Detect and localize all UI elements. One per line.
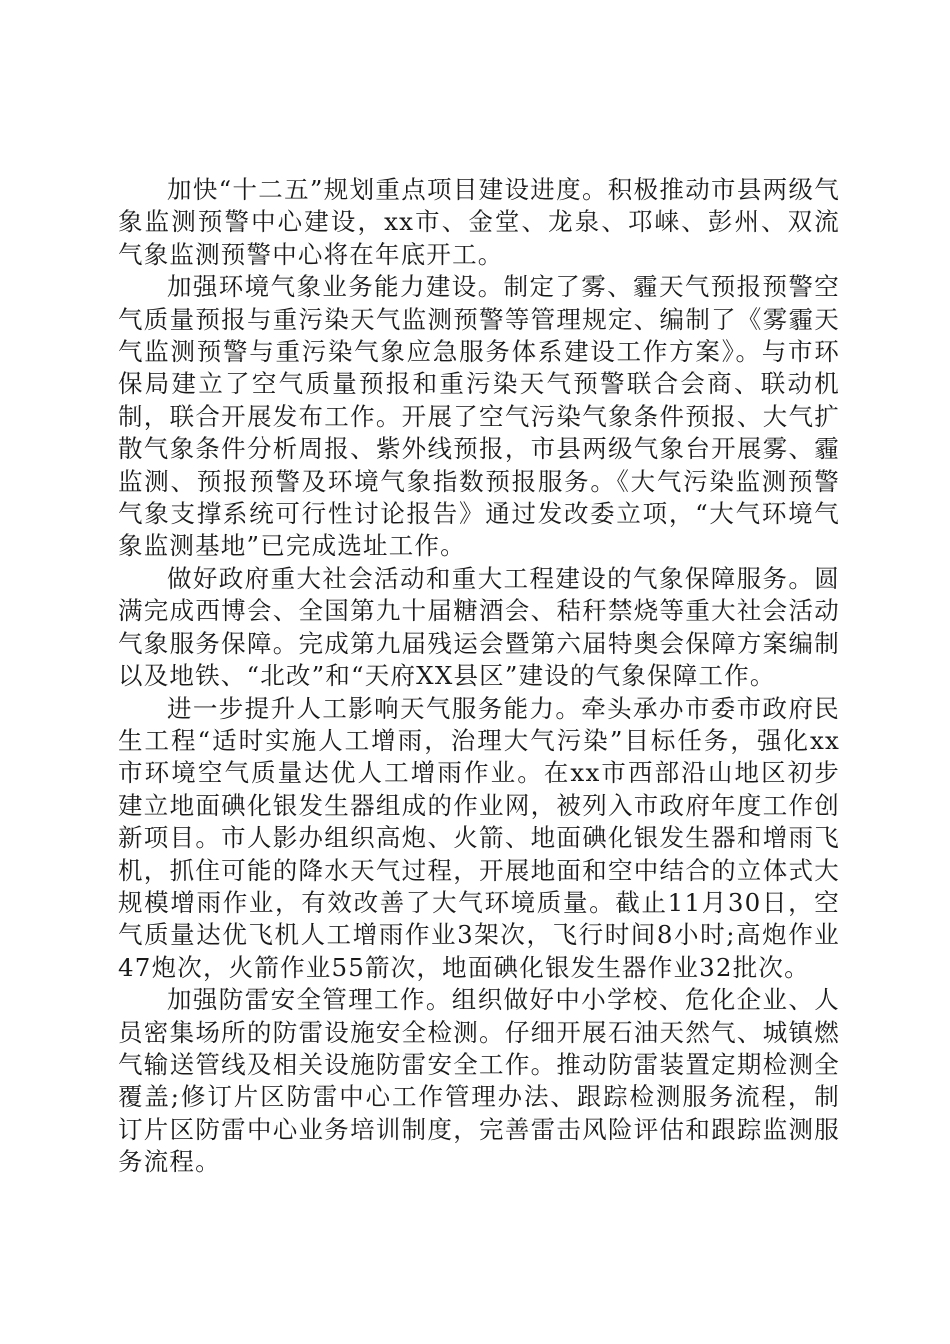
paragraph-weather-modification: 进一步提升人工影响天气服务能力。牵头承办市委市政府民生工程“适时实施人工增雨，治理大气污染”目标任务，强化xx市环境空气质量达优人工增雨作业。在xx市西部沿山地区初步建立地面碘化银发生器组成的作业网，被列入市政府年度工作创新项目。市人影办组织高炮、火箭、地面碘化银发生器和增雨飞机，抓住可能的降水天气过程，开展地面和空中结合的立体式大规模增雨作业，有效改善了大气环境质量。截止11月30日，空气质量达优飞机人工增雨作业3架次，飞行时间8小时;高炮作业47炮次，火箭作业55箭次，地面碘化银发生器作业32批次。 [118, 693, 840, 982]
paragraph-event-support: 做好政府重大社会活动和重大工程建设的气象保障服务。圆满完成西博会、全国第九十届糖酒会、秸秆禁烧等重大社会活动气象服务保障。完成第九届残运会暨第六届特奥会保障方案编制以及地铁、“北改”和“天府XX县区”建设的气象保障工作。 [118, 563, 840, 691]
paragraph-project-construction: 加快“十二五”规划重点项目建设进度。积极推动市县两级气象监测预警中心建设，xx市、金堂、龙泉、邛崃、彭州、双流气象监测预警中心将在年底开工。 [118, 175, 840, 269]
document-body [118, 174, 840, 1179]
paragraph-environment-meteorology: 加强环境气象业务能力建设。制定了雾、霾天气预报预警空气质量预报与重污染天气监测预警等管理规定、编制了《雾霾天气监测预警与重污染气象应急服务体系建设工作方案》。与市环保局建立了空气质量预报和重污染天气预警联合会商、联动机制，联合开展发布工作。开展了空气污染气象条件预报、大气扩散气象条件分析周报、紫外线预报，市县两级气象台开展雾、霾监测、预报预警及环境气象指数预报服务。《大气污染监测预警气象支撑系统可行性讨论报告》通过发改委立项，“大气环境气象监测基地”已完成选址工作。 [118, 272, 840, 561]
paragraph-lightning-protection: 加强防雷安全管理工作。组织做好中小学校、危化企业、人员密集场所的防雷设施安全检测。仔细开展石油天然气、城镇燃气输送管线及相关设施防雷安全工作。推动防雷装置定期检测全覆盖;修订片区防雷中心工作管理办法、跟踪检测服务流程，制订片区防雷中心业务培训制度，完善雷击风险评估和跟踪监测服务流程。 [118, 985, 840, 1177]
